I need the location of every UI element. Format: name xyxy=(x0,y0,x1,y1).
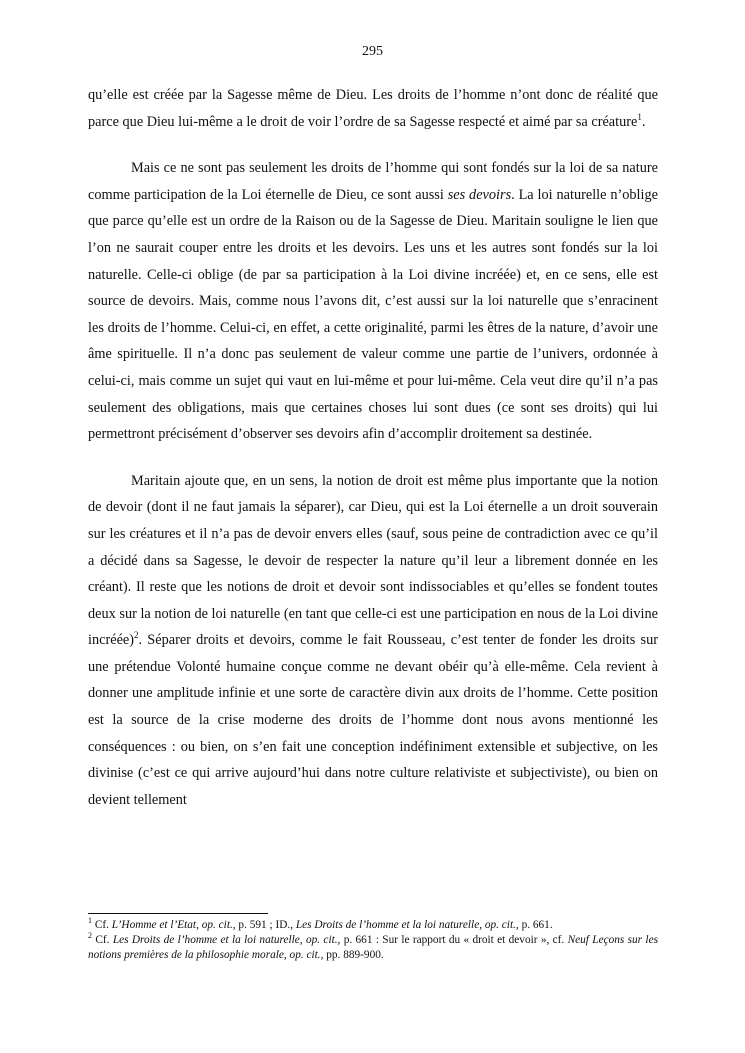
footnote-2 xyxy=(88,933,658,963)
paragraph-1 xyxy=(88,82,658,135)
paragraph-3-text-b: . Séparer droits et devoirs, comme le fait Rousseau, c’est tenter de fonder les droits sur une prétendue Volonté humaine conçue comme ne devant obéir qu’à elle-même. Cela revient à donner une amplitude infinie et une sorte de caractère divin aux droits de l’homme. Cette position est la source de la crise moderne des droits de l’homme dont nous avons mentionné les conséquences : ou bien, on s’en fait une conception indéfiniment extensible et subjective, on les divinise (c’est ce qui arrive aujourd’hui dans notre culture relativiste et subjectiviste), ou bien on devient tellement xyxy=(88,632,658,808)
footnote-title: L’Homme et l’Etat, op. cit., xyxy=(111,919,236,931)
paragraph-3 xyxy=(88,468,658,814)
body-text xyxy=(88,82,658,813)
paragraph-2-text-a: Mais ce ne sont pas seulement les droits de l’homme qui sont fondés sur la loi de sa nature comme participation de la Loi éternelle de Dieu, ce sont aussi xyxy=(88,160,658,203)
footnote-title: Les Droits de l’homme et la loi naturelle, op. cit., xyxy=(112,934,341,946)
footnote-text: pp. 889-900. xyxy=(323,949,384,961)
paragraph-1-text: qu’elle est créée par la Sagesse même de Dieu. Les droits de l’homme n’ont donc de réalité que parce que Dieu lui-même a le droit de voir l’ordre de sa Sagesse respecté et aimé par sa créature xyxy=(88,87,658,130)
footnote-1 xyxy=(88,918,658,933)
paragraph-2-text-b: . La loi naturelle n’oblige que parce qu’elle est un ordre de la Raison ou de la Sagesse de Dieu. Maritain souligne le lien que l’on ne saurait couper entre les droits et les devoirs. Les uns et les autres sont fondés sur la loi naturelle. Celle-ci oblige (de par sa participation à la Loi divine incréée) et, en ce sens, elle est source de devoirs. Mais, comme nous l’avons dit, c’est aussi sur la loi naturelle que s’enracinent les droits de l’homme. Celui-ci, en effet, a cette originalité, parmi les êtres de la nature, d’avoir une âme spirituelle. Il n’a donc pas seulement de valeur comme une partie de l’univers, ordonnée à celui-ci, mais comme un sujet qui vaut en lui-même et pour lui-même. Cela veut dire qu’il n’a pas seulement des obligations, mais que certaines choses lui sont dues (ce sont ses droits) qui lui permettront précisément d’observer ses devoirs afin d’accomplir droitement sa destinée. xyxy=(88,186,658,443)
footnote-text: Cf. xyxy=(92,934,113,946)
footnote-text: p. 591 ; ID., xyxy=(235,919,296,931)
footnotes xyxy=(88,918,658,963)
footnote-text: p. 661. xyxy=(518,919,553,931)
footnote-ref-2[interactable]: 2 xyxy=(134,630,139,641)
footnote-ref-1[interactable]: 1 xyxy=(637,111,642,122)
footnote-divider xyxy=(88,913,268,914)
paragraph-1-text-end: . xyxy=(641,113,646,130)
footnote-text: p. 661 : Sur le rapport du « droit et devoir », cf. xyxy=(340,934,568,946)
page-number: 295 xyxy=(362,44,383,59)
footnote-title: Les Droits de l’homme et la loi naturelle, op. cit., xyxy=(295,919,519,931)
paragraph-3-text-a: Maritain ajoute que, en un sens, la notion de droit est même plus importante que la notion de devoir (dont il ne faut jamais la séparer), car Dieu, qui est la Loi éternelle a un droit souverain sur les créatures et il n’a pas de devoir envers elles (sauf, sous peine de contradiction avec ce qu’il a décidé dans sa Sagesse, le devoir de respecter la nature qu’il leur a librement donnée en les créant). Il reste que les notions de droit et devoir sont indissociables et qu’elles se fondent toutes deux sur la notion de loi naturelle (en tant que celle-ci est une participation en nous de la Loi divine incréée) xyxy=(88,472,658,649)
footnote-title: Neuf Leçons sur les notions premières de la philosophie morale, op. cit., xyxy=(88,934,658,961)
footnote-number: 1 xyxy=(88,916,92,926)
footnote-text: Cf. xyxy=(92,919,112,931)
paragraph-2 xyxy=(88,155,658,448)
footnote-number: 2 xyxy=(88,931,92,941)
paragraph-2-emphasis: ses devoirs xyxy=(447,186,512,203)
